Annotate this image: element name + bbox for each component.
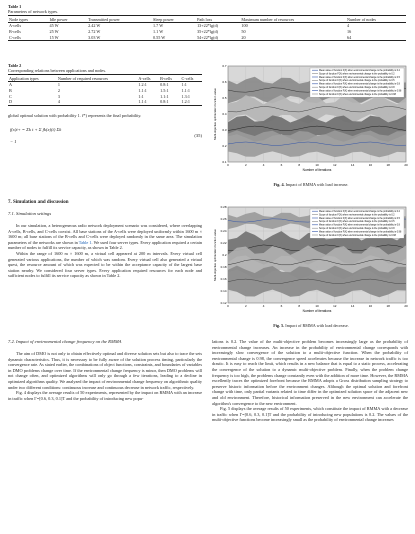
- table1-title: Parameters of network types.: [8, 9, 59, 14]
- table1-cell: 16: [346, 29, 352, 35]
- table1-cell: 2.72 W: [88, 29, 101, 35]
- table1-cell: 100: [241, 23, 248, 29]
- table2-cell: C: [9, 93, 12, 99]
- x-tick-label: 4: [262, 163, 265, 167]
- settings-paragraph-2: Within the range of 1600 m × 1600 m, a virtual cell appeared at 200 m intervals. Every virtual cell generated various applications, the number of which was random. Every virtual cell also generated a virtual quest, the resource amount of which was expected to be within the acceptance capacity of the largest base station nearby. We considered four server types. Every application required resources for each node and sufficient nodes to fulfill its service capacity as shown in Table 2.: [8, 250, 202, 279]
- x-tick-label: 0: [227, 304, 229, 308]
- figure-5-plot: [212, 203, 410, 321]
- x-tick-label: 4: [262, 304, 265, 308]
- legend-entry: Mean value of function F(X) when environmental change is the probability is 0.8: [319, 224, 400, 227]
- x-tick-label: 8: [298, 163, 301, 167]
- table2-cell: B: [9, 88, 12, 94]
- y-tick-label: 0.24: [220, 229, 227, 233]
- y-tick-label: 0.5: [222, 96, 227, 100]
- y-tick-label: 0.4: [222, 112, 227, 116]
- table1-header-cell: Idle power: [48, 16, 87, 23]
- table1-cell: A-cells: [9, 23, 22, 29]
- equation-line2: − 1: [10, 139, 17, 144]
- table1-cell: 1.1 W: [153, 29, 164, 35]
- table2-cell: 1.2:1: [138, 82, 147, 88]
- legend-entry: Mean value of function F(X) when environmental change is the probability is 0.5: [319, 217, 400, 220]
- x-tick-label: 18: [386, 304, 390, 308]
- table1-header-cell: Number of nodes: [346, 16, 406, 23]
- table2-cell: 1.1:1: [181, 88, 191, 94]
- table1-cell: 54+22*lg(d): [196, 34, 240, 40]
- x-tick-label: 16: [368, 163, 373, 167]
- table2-header-cell: A-cells: [137, 75, 159, 82]
- y-tick-label: 0.6: [222, 80, 227, 84]
- table2-cell: D: [8, 99, 57, 105]
- table1-cell: 25 W: [49, 29, 59, 35]
- x-tick-label: 0: [227, 163, 229, 167]
- y-tick-label: 0.3: [222, 128, 227, 132]
- table1-cell: 50: [241, 29, 246, 35]
- settings-paragraph-1: In our simulation, a heterogeneous radio network deployment scenario was considered, where overlapping A-cells, B-cells, and C-cells coexist. All base stations of the A-cells were deployed uniformly within 1600 m × 1600 m; all base stations of the B-cells and C-cells were deployed randomly in the same area. The simulation parameters of the networks are shown in Table 1. We used four server types. Every application required a certain number of nodes to fulfill its service capacity, as shown in Table 2.: [8, 223, 202, 251]
- x-tick-label: 14: [350, 304, 355, 308]
- table2-cell: 3: [57, 93, 60, 99]
- legend-entry: Mean value of function F(X) when environmental change is the probability is 0.5: [319, 76, 400, 79]
- x-tick-label: 20: [404, 163, 408, 167]
- table1-cell: C-cells: [8, 34, 48, 40]
- table2-header-cell: B-cells: [159, 75, 180, 82]
- impact-text: [8, 351, 202, 401]
- x-tick-label: 12: [333, 163, 337, 167]
- y-tick-label: 0.16: [220, 277, 227, 281]
- legend-entry: Mean value of function F(X) when environmental change is the probability is 0.2: [319, 211, 400, 213]
- x-tick-label: 18: [386, 163, 390, 167]
- table2-cell: 2: [57, 88, 60, 94]
- x-axis-label: Number of iterations: [302, 168, 332, 172]
- right-paragraph-2: Fig. 5 displays the average results of 50 experiments, which constitute the impact of RMMA with a decrease in traffic when Γ=[0.6, 0.3, 0.1]T and the probability of introducing new populations is 0.2. The values of the multi-objective functions become increasingly small as the probability of environmental change increases: [212, 406, 408, 423]
- table2-cell: 1.3:1: [181, 93, 191, 99]
- subsection-7-1-title: 7.1. Simulation settings: [8, 211, 52, 216]
- y-tick-label: 0.28: [220, 205, 227, 209]
- legend: [310, 209, 404, 238]
- table2: [8, 74, 202, 106]
- table2-label: Table 2: [8, 63, 22, 68]
- x-tick-label: 14: [350, 163, 355, 167]
- y-tick-label: 0.2: [222, 253, 227, 257]
- table1-cell: 2.42 W: [88, 23, 101, 29]
- y-axis-label: Multi-objective optimization function value: [213, 229, 217, 281]
- x-tick-label: 2: [244, 163, 247, 167]
- table2-header-cell: Application types: [8, 75, 57, 82]
- table1-header-cell: Sleep power: [152, 16, 196, 23]
- legend-entry: Mean value of function F(X) when environmental change is the probability is 0.98: [319, 90, 402, 93]
- table1-cell: 4: [346, 23, 350, 29]
- legend-entry: Mean value of function F(X) when environmental change is the probability is 0.98: [319, 231, 402, 234]
- legend-entry: Scope of function F(X) when environmental change is the probability is 0.98: [319, 234, 396, 237]
- y-tick-label: 0.26: [220, 217, 227, 221]
- equation-body: f(x)t+ = Σk t + Σ fk(x)(t) Σk: [10, 127, 62, 132]
- legend-entry: Scope of function F(X) when environmental change is the probability is 0.98: [319, 93, 396, 96]
- table1-header-cell: Maximum number of resources: [240, 16, 346, 23]
- table1-cell: 35+22*lg(d): [197, 29, 219, 35]
- table2-cell: 1:1: [138, 93, 144, 99]
- equation-35: [10, 126, 202, 148]
- table1-cell: 13+22*lg(d): [197, 23, 219, 29]
- table1-header-cell: Path loss: [196, 16, 240, 23]
- table1-cell: B-cells: [9, 29, 21, 35]
- table1-caption: [8, 4, 408, 14]
- table1-header-cell: Transmitted power: [87, 16, 152, 23]
- right-column-text: [212, 339, 408, 423]
- y-tick-label: 0.22: [220, 241, 227, 245]
- legend-entry: Scope of function F(X) when environmental change is the probability is 0.8: [319, 228, 395, 230]
- legend-entry: Scope of function F(X) when environmental change is the probability is 0.2: [319, 214, 395, 217]
- table1-cell: 0.55 W: [152, 34, 196, 40]
- figure-4-caption: Fig. 4. Impact of RMMA with load increase.: [273, 182, 349, 187]
- impact-paragraph-1: The aim of DMO is not only to obtain effectively optimal and diverse solution sets but also to trace the sets dynamic characteristics. Thus, it is necessary to be fully aware of the solution process timing, particularly the convergence rate. As stated earlier, the combinations of object functions, constraints, and boundaries of variables in DMO problems change over time. If the environmental change frequency is minor, then DMO problems will not change often, and optimized algorithms will only go through a few iterations, leading to a decline in optimized algorithms quality. We analyzed the impact of environmental change frequency on algorithmic quality under two different conditions: continuous increase and continuous decrease in network traffic, respectively.: [8, 351, 202, 390]
- y-tick-label: 0.14: [220, 289, 227, 293]
- equation-number: (35): [194, 133, 202, 138]
- table2-cell: 1: [57, 82, 60, 88]
- table2-cell: A: [9, 82, 13, 88]
- right-paragraph-1: lations is 0.2. The value of the multi-objective problem becomes increasingly large as the probability of environmental change increases. An increase in the probability of environmental change corresponds with increasingly slow convergence of the solution to a multi-objective function. When the probability of environmental change is 0.98, the convergence speed accelerates because the increase in network traffic is too drastic. It is easy to reach the limit, which results in a new balance that is equal to a static process, accelerating the convergence of the solution to a dynamic multi-objective problem. Finally, when the problem change frequency is too high, the problems change constantly even with the addition of more time. However, the RMMA excellently traces the optimized forefront because the RMMA adopts a Gross distribution sampling strategy to preserve historic information before the environment changes. Although the optimal solution and forefront change with time, only partial variants related to time differ in the optimized solution space of the adjacent new and old environment. Therefore, historical information preserved in the new environment can accelerate the algorithm's convergence to the new environment.: [212, 339, 408, 406]
- table2-cell: 1.1:1: [160, 93, 169, 99]
- figure-5: [212, 203, 410, 328]
- y-tick-label: 0.1: [222, 160, 227, 164]
- table2-grid: [8, 74, 202, 106]
- legend-entry: Mean value of function F(X) when environmental change is the probability is 0.2: [319, 70, 400, 72]
- y-tick-label: 0.2: [222, 144, 227, 148]
- y-tick-label: 0.18: [220, 265, 227, 269]
- legend-entry: Scope of function F(X) when environmental change is the probability is 0.8: [319, 87, 395, 89]
- y-axis-label: Multi-objective optimization function value: [213, 88, 217, 140]
- table2-title: Corresponding relations between applications and nodes.: [8, 68, 107, 73]
- table1-cell: 1.7 W: [153, 23, 164, 29]
- table1-cell: 64: [346, 34, 406, 40]
- table1: [8, 15, 406, 41]
- table1-cell: 15 W: [48, 34, 87, 40]
- x-axis-label: Number of iterations: [302, 309, 332, 313]
- figure-4: [212, 62, 410, 187]
- table2-cell: 1.2:1: [181, 99, 202, 105]
- table2-header-cell: Number of required resources: [57, 75, 137, 82]
- table1-link[interactable]: Table 1: [78, 239, 92, 245]
- table2-caption: [8, 63, 208, 73]
- y-tick-label: 0.7: [222, 64, 227, 68]
- settings-text: [8, 223, 202, 279]
- table1-grid: [8, 15, 406, 41]
- table1-cell: 3.03 W: [87, 34, 152, 40]
- legend: [310, 68, 404, 97]
- figure-5-caption: Fig. 5. Impact of RMMA with load decrease.: [273, 323, 349, 328]
- x-tick-label: 10: [315, 163, 319, 167]
- table2-cell: 0.8:1: [160, 82, 169, 88]
- y-tick-label: 0.12: [220, 301, 227, 305]
- table1-row: [8, 34, 406, 40]
- x-tick-label: 10: [315, 304, 319, 308]
- legend-entry: Scope of function F(X) when environmental change is the probability is 0.5: [319, 80, 395, 83]
- table2-cell: 1.1:1: [138, 88, 147, 94]
- intro-paragraph: global optimal solution with probability 1. f*) represents the final probability.: [8, 113, 142, 118]
- x-tick-label: 16: [368, 304, 373, 308]
- table2-cell: 1.5:1: [160, 88, 169, 94]
- x-tick-label: 6: [280, 163, 283, 167]
- table2-header-cell: C-cells: [181, 75, 202, 82]
- table1-label: Table 1: [8, 4, 22, 9]
- x-tick-label: 20: [404, 304, 408, 308]
- subsection-7-2-title: 7.2. Impact of environmental change frequency on the RMMA: [8, 339, 122, 344]
- table2-cell: 0.8:1: [159, 99, 180, 105]
- table2-cell: 4: [57, 99, 137, 105]
- x-tick-label: 12: [333, 304, 337, 308]
- table2-cell: 1:1: [181, 82, 187, 88]
- figure-4-plot: [212, 62, 410, 180]
- x-tick-label: 2: [244, 304, 247, 308]
- table1-cell: 45 W: [49, 23, 59, 29]
- legend-entry: Mean value of function F(X) when environmental change is the probability is 0.8: [319, 83, 400, 86]
- section-7-title: 7. Simulation and discussion: [8, 200, 69, 205]
- table1-header-cell: Node types: [8, 16, 48, 23]
- x-tick-label: 6: [280, 304, 283, 308]
- table2-cell: 1.1:1: [137, 99, 159, 105]
- x-tick-label: 8: [298, 304, 301, 308]
- table1-cell: 20: [240, 34, 346, 40]
- legend-entry: Scope of function F(X) when environmental change is the probability is 0.2: [319, 73, 395, 76]
- table2-row: [8, 99, 202, 105]
- legend-entry: Scope of function F(X) when environmental change is the probability is 0.5: [319, 221, 395, 224]
- impact-paragraph-2: Fig. 4 displays the average results of 50 experiments, represented by the impact on RMMA with an increase in traffic when Γ=[0.6, 0.3, 0.1]T and the probability of introducing new popu-: [8, 390, 202, 401]
